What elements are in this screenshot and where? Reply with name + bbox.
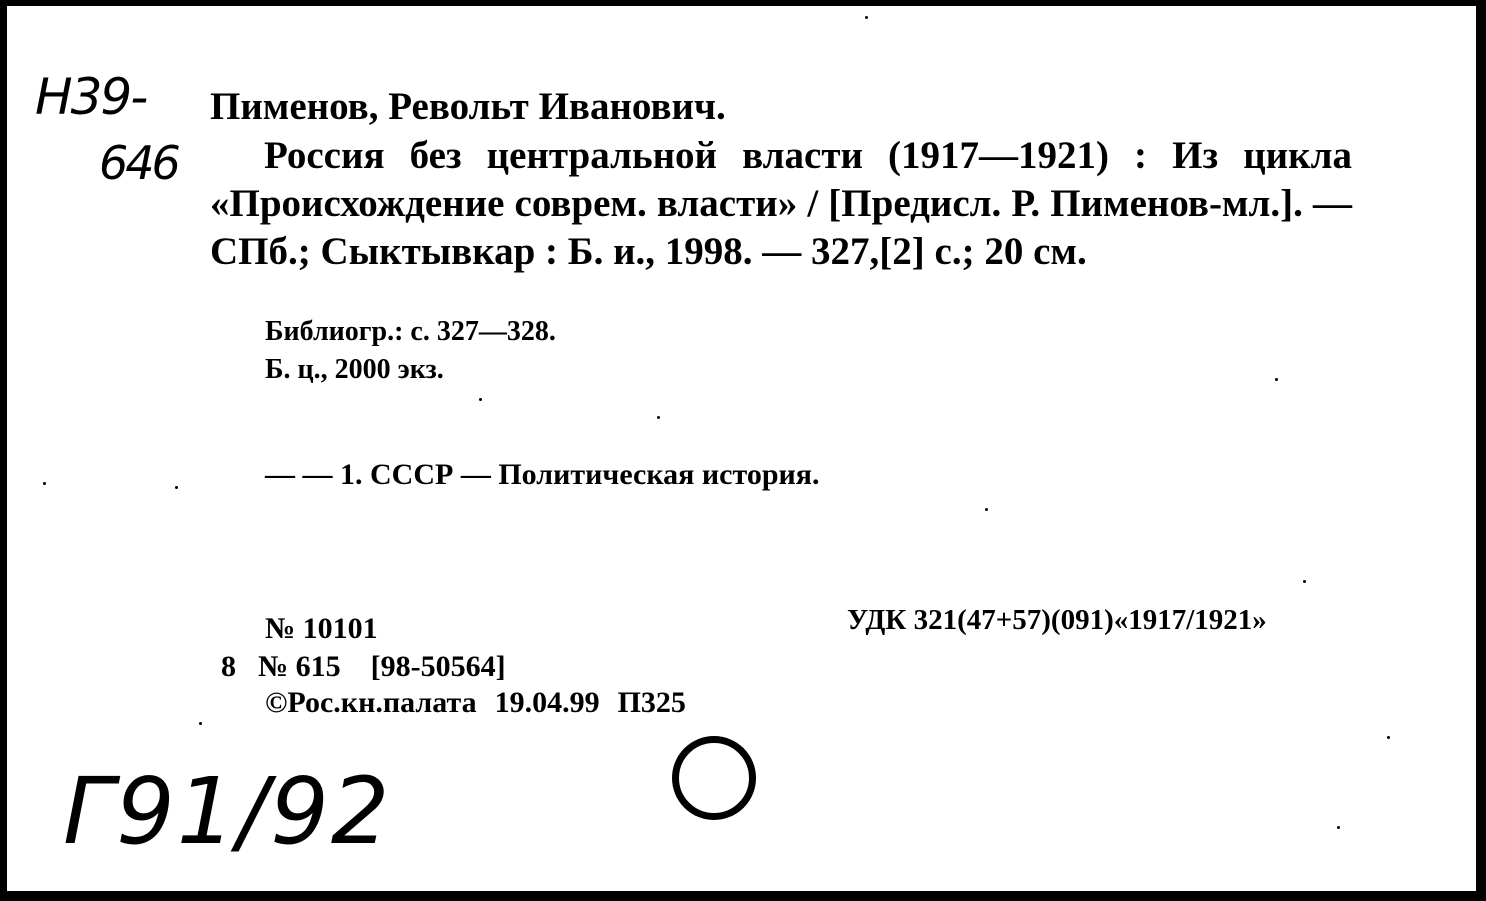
- registration-code: [98-50564]: [370, 650, 506, 683]
- speck: [657, 416, 660, 419]
- speck: [1337, 826, 1340, 829]
- bibliographic-description: Россия без центральной власти (1917—1921) : Из цикла «Происхождение соврем. власти» / [Предисл. Р. Пименов-мл.]. — СПб.; Сыктывкар : Б. и., 1998. — 327,[2] с.; 20 см.: [210, 134, 1352, 273]
- speck: [479, 398, 482, 401]
- registration-number: № 615: [258, 650, 341, 683]
- shelf-mark-bottom: Г91/92: [63, 758, 392, 865]
- udc-code: УДК 321(47+57)(091)«1917/1921»: [847, 604, 1267, 636]
- chamber-date: 19.04.99: [494, 686, 600, 719]
- card-punch-hole: [672, 736, 756, 820]
- book-chamber: ©Рос.кн.палата: [265, 686, 477, 719]
- speck: [1387, 736, 1390, 739]
- speck: [175, 486, 178, 489]
- speck: [199, 722, 202, 725]
- speck: [865, 16, 868, 19]
- speck: [1275, 378, 1278, 381]
- chamber-code: П325: [617, 686, 686, 719]
- speck: [985, 508, 988, 511]
- speck: [1303, 580, 1306, 583]
- shelf-mark-line1: Н39-: [35, 68, 147, 126]
- speck: [43, 482, 46, 485]
- author-heading: Пименов, Револьт Иванович.: [210, 85, 726, 128]
- shelf-mark-line2: 646: [99, 136, 178, 190]
- book-chamber-line: [265, 686, 686, 720]
- card-number: № 10101: [265, 612, 378, 645]
- price-circulation-note: Б. ц., 2000 экз.: [265, 354, 444, 385]
- registration-line: [221, 650, 506, 684]
- bibliography-note: Библиогр.: с. 327—328.: [265, 316, 556, 347]
- subject-heading: — — 1. СССР — Политическая история.: [265, 458, 820, 491]
- registration-prefix: 8: [221, 650, 236, 683]
